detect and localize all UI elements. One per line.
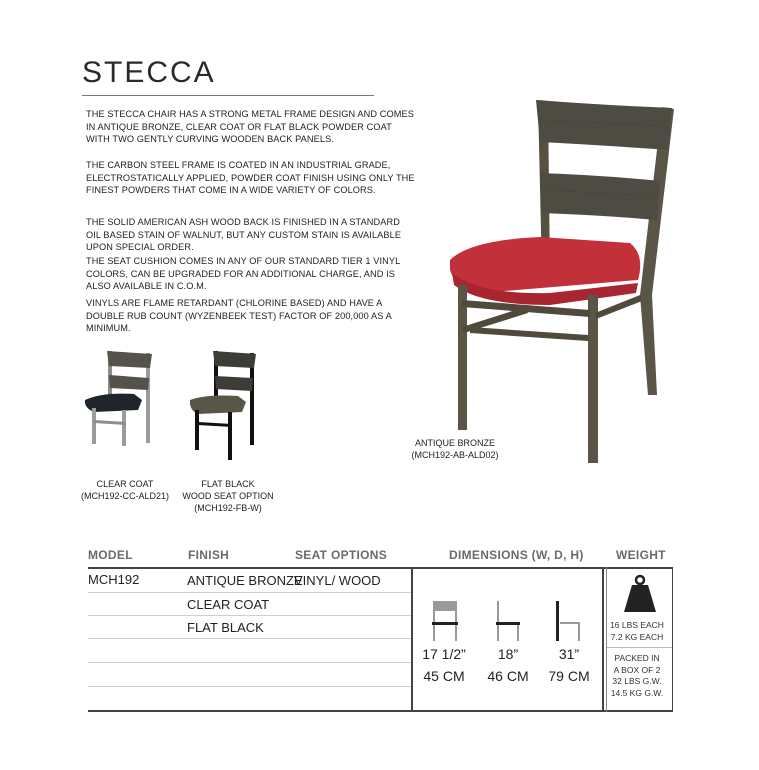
description-paragraph: THE CARBON STEEL FRAME IS COATED IN AN INDUSTRIAL GRADE, ELECTROSTATICALLY APPLIED, POWDER COAT FINISH USING ONLY THE FINEST POWDERS THAT COME IN A WIDE VARIETY OF COLORS. xyxy=(86,160,415,195)
description-paragraph: VINYLS ARE FLAME RETARDANT (CHLORINE BASED) AND HAVE A DOUBLE RUB COUNT (WYZENBEEK TEST) FACTOR OF 200,000 AS A MINIMUM. xyxy=(86,298,392,333)
flat-black-chair-image xyxy=(186,348,261,463)
table-divider xyxy=(672,567,673,712)
weight-icon xyxy=(620,574,660,614)
description-paragraph: THE SEAT CUSHION COMES IN ANY OF OUR STANDARD TIER 1 VINYL COLORS, CAN BE UPGRADED FOR AN ADDITIONAL CHARGE, AND IS ALSO AVAILABLE IN C.O.M. xyxy=(86,256,400,291)
flat-black-caption xyxy=(178,478,278,514)
table-top-border xyxy=(88,567,673,569)
header-finish: FINISH xyxy=(188,548,230,562)
table-bottom-border xyxy=(88,710,673,712)
weight-line: 16 LBS EACH xyxy=(610,620,664,630)
description-paragraph: THE SOLID AMERICAN ASH WOOD BACK IS FINISHED IN A STANDARD OIL BASED STAIN OF WALNUT, BUT ANY CUSTOM STAIN IS AVAILABLE UPON SPECIAL ORDER. xyxy=(86,217,402,252)
clear-coat-caption xyxy=(75,478,175,502)
weight-line: 7.2 KG EACH xyxy=(610,631,664,642)
page-title: STECCA xyxy=(82,56,216,89)
title-divider xyxy=(82,95,374,96)
chair-height-icon xyxy=(553,600,583,642)
caption-line: (MCH192-AB-ALD02) xyxy=(411,450,499,460)
clear-coat-chair-image xyxy=(82,348,157,448)
height-inches: 31” xyxy=(558,646,580,662)
caption-line: ANTIQUE BRONZE xyxy=(414,438,495,448)
depth-inches: 18” xyxy=(497,646,519,662)
model-value: MCH192 xyxy=(88,572,140,587)
width-inches: 17 1/2” xyxy=(422,646,466,662)
row-divider xyxy=(88,662,411,663)
row-divider xyxy=(88,592,411,593)
height-cm: 79 CM xyxy=(548,668,590,684)
caption-line: FLAT BLACK xyxy=(201,479,255,489)
header-weight: WEIGHT xyxy=(616,548,666,562)
caption-line: (MCH192-CC-ALD21) xyxy=(80,491,170,501)
header-model: MODEL xyxy=(88,548,133,562)
chair-depth-icon xyxy=(494,600,524,642)
weight-line: 32 LBS G.W. xyxy=(612,676,662,686)
finish-value: FLAT BLACK xyxy=(187,620,264,635)
seat-options-value: VINYL/ WOOD xyxy=(294,573,381,588)
weight-line: A BOX OF 2 xyxy=(613,664,661,675)
weight-line: PACKED IN xyxy=(614,653,660,663)
row-divider xyxy=(88,615,411,616)
table-divider xyxy=(411,567,413,712)
row-divider xyxy=(88,638,411,639)
width-cm: 45 CM xyxy=(423,668,465,684)
chair-width-icon xyxy=(430,600,460,642)
weight-each xyxy=(602,620,672,643)
finish-value: CLEAR COAT xyxy=(187,597,270,612)
caption-line: (MCH192-FB-W) xyxy=(194,503,262,513)
description-paragraph: THE STECCA CHAIR HAS A STRONG METAL FRAME DESIGN AND COMES IN ANTIQUE BRONZE, CLEAR COAT OR FLAT BLACK POWDER COAT WITH TWO GENTLY CURVING WOODEN BACK PANELS. xyxy=(86,109,414,144)
row-divider xyxy=(88,686,411,687)
header-dimensions: DIMENSIONS (W, D, H) xyxy=(449,548,584,562)
weight-divider xyxy=(607,647,672,648)
antique-bronze-chair-image xyxy=(440,95,680,465)
caption-line: CLEAR COAT xyxy=(96,479,154,489)
finish-value: ANTIQUE BRONZE xyxy=(187,573,303,588)
weight-line: 14.5 KG G.W. xyxy=(610,687,664,698)
antique-bronze-caption xyxy=(405,437,505,461)
depth-cm: 46 CM xyxy=(487,668,529,684)
caption-line: WOOD SEAT OPTION xyxy=(182,491,274,501)
weight-packed xyxy=(602,653,672,699)
header-seat-options: SEAT OPTIONS xyxy=(295,548,388,562)
